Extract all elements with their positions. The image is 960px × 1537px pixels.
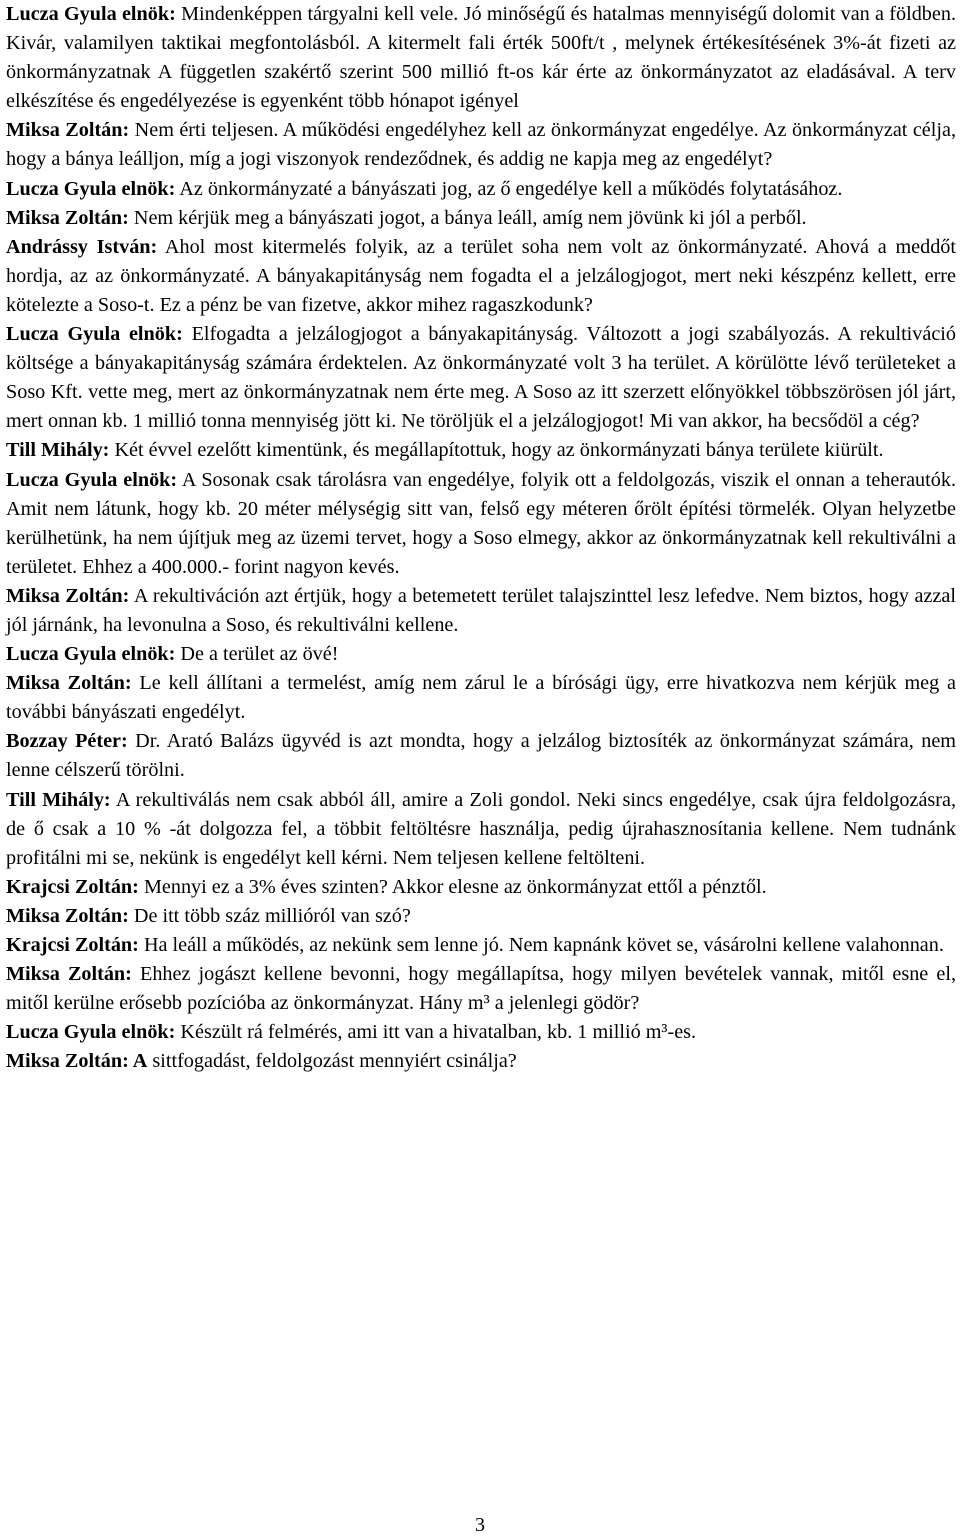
- paragraph: [6, 1018, 956, 1047]
- paragraph-text: Ehhez jogászt kellene bevonni, hogy megállapítsa, hogy milyen bevételek vannak, mitől esne el, mitől kerülne erősebb pozícióba az önkormányzat. Hány m³ a jelenlegi gödör?: [6, 963, 956, 1015]
- paragraph: [6, 582, 956, 640]
- speaker-name: Miksa Zoltán:: [6, 672, 132, 695]
- speaker-name: Till Mihály:: [6, 439, 110, 462]
- paragraph: [6, 233, 956, 320]
- paragraph-text: Elfogadta a jelzálogjogot a bányakapitányság. Változott a jogi szabályozás. A rekultiváció költsége a bányakapitányság számára érdektelen. Az önkormányzaté volt 3 ha terület. A körülötte lévő területeket a Soso Kft. vette meg, mert az önkormányzatnak nem érte meg. A Soso az itt szerzett előnyökkel többszörösen jól járt, mert onnan kb. 1 millió tonna mennyiség jött ki. Ne töröljük el a jelzálogjogot! Mi van akkor, ha becsődöl a cég?: [6, 323, 957, 433]
- paragraph: [6, 175, 956, 204]
- paragraph-text: Mennyi ez a 3% éves szinten? Akkor elesne az önkormányzat ettől a pénztől.: [138, 875, 767, 898]
- paragraph: [6, 1047, 956, 1076]
- paragraph-text: Dr. Arató Balázs ügyvéd is azt mondta, hogy a jelzálog biztosíték az önkormányzat számára, nem lenne célszerű törölni.: [6, 730, 956, 782]
- paragraph-text: Készült rá felmérés, ami itt van a hivatalban, kb. 1 millió m³-es.: [175, 1021, 697, 1044]
- paragraph-text: Ha leáll a működés, az nekünk sem lenne jó. Nem kapnánk követ se, vásárolni kellene valahonnan.: [138, 934, 944, 956]
- speaker-name: Miksa Zoltán: A: [6, 1050, 148, 1073]
- speaker-name: Lucza Gyula elnök:: [6, 3, 176, 25]
- speaker-name: Lucza Gyula elnök:: [6, 1021, 176, 1044]
- paragraph: [6, 466, 956, 582]
- paragraph-text: Mindenképpen tárgyalni kell vele. Jó minőségű és hatalmas mennyiségű dolomit van a földben. Kivár, valamilyen taktikai megfontolásból. A kitermelt fali érték 500ft/t , melynek értékesítésének 3%-át fizeti az önkormányzatnak A független szakértő szerint 500 millió ft-os kár érte az önkormányzatot az eladásával. A terv elkészítése és engedélyezése is egyenként több hónapot igényel: [6, 3, 956, 113]
- paragraph-text: A Sosonak csak tárolásra van engedélye, folyik ott a feldolgozás, viszik el onnan a teherautók. Amit nem látunk, hogy kb. 20 méter mélységig sitt van, felső egy méteren őrölt építési törmelék. Olyan helyzetbe kerülhetünk, ha nem újítjuk meg az üzemi tervet, hogy a Soso elmegy, akkor az önkormányzatnak kell rekultiválni a területet. Ehhez a 400.000.- forint nagyon kevés.: [6, 468, 956, 578]
- page-number: 3: [475, 1514, 485, 1536]
- paragraph-text: Két évvel ezelőtt kimentünk, és megállapítottuk, hogy az önkormányzati bánya területe kiürült.: [109, 439, 884, 462]
- paragraph-text: sittfogadást, feldolgozást mennyiért csinálja?: [147, 1050, 517, 1073]
- paragraph: [6, 960, 956, 1018]
- paragraph: [6, 873, 956, 902]
- paragraph-text: Ahol most kitermelés folyik, az a terület soha nem volt az önkormányzaté. Ahová a meddőt hordja, az az önkormányzaté. A bányakapitányság nem fogadta el a jelzálogjogot, mert neki készpénz kellett, erre kötelezte a Soso-t. Ez a pénz be van fizetve, akkor mihez ragaszkodunk?: [6, 235, 956, 316]
- paragraph: [6, 640, 956, 669]
- paragraph: [6, 786, 956, 873]
- paragraph-text: De itt több száz millióról van szó?: [128, 904, 411, 927]
- paragraph-text: Az önkormányzaté a bányászati jog, az ő engedélye kell a működés folytatásához.: [175, 177, 843, 200]
- paragraph: [6, 320, 956, 436]
- speaker-name: Bozzay Péter:: [6, 730, 128, 753]
- paragraph-text: A rekultiváción azt értjük, hogy a betemetett terület talajszinttel lesz lefedve. Nem biztos, hogy azzal jól járnánk, ha levonulna a Soso, és rekultiválni kellene.: [6, 584, 956, 636]
- paragraph: [6, 116, 956, 174]
- speaker-name: Miksa Zoltán:: [6, 584, 130, 607]
- speaker-name: Miksa Zoltán:: [6, 119, 130, 142]
- speaker-name: Miksa Zoltán:: [6, 904, 129, 927]
- paragraph-text: Le kell állítani a termelést, amíg nem zárul le a bírósági ügy, erre hivatkozva nem kérjük meg a további bányászati engedélyt.: [6, 672, 956, 724]
- speaker-name: Till Mihály:: [6, 788, 111, 811]
- paragraph-text: A rekultiválás nem csak abból áll, amire a Zoli gondol. Neki sincs engedélye, csak újra feldolgozásra, de ő csak a 10 % -át dolgozza fel, a többit feltöltésre használja, pedig újrahasznosítania kellene. Nem tudnánk profitálni mi se, nekünk is engedélyt kell kérni. Nem teljesen kellene feltölteni.: [6, 788, 957, 869]
- paragraph: [6, 931, 956, 960]
- speaker-name: Andrássy István:: [6, 235, 158, 258]
- paragraph: [6, 0, 956, 116]
- speaker-name: Krajcsi Zoltán:: [6, 875, 139, 898]
- speaker-name: Miksa Zoltán:: [6, 963, 132, 986]
- paragraph-text: Nem érti teljesen. A működési engedélyhez kell az önkormányzat engedélye. Az önkormányzat célja, hogy a bánya leálljon, míg a jogi viszonyok rendeződnek, és addig ne kapja meg az engedélyt?: [6, 119, 956, 171]
- paragraph-text: De a terület az övé!: [175, 643, 339, 666]
- speaker-name: Lucza Gyula elnök:: [6, 177, 176, 200]
- speaker-name: Lucza Gyula elnök:: [6, 323, 183, 346]
- paragraph: [6, 727, 956, 785]
- paragraph: [6, 669, 956, 727]
- paragraph: [6, 204, 956, 233]
- paragraph: [6, 902, 956, 931]
- speaker-name: Krajcsi Zoltán:: [6, 934, 139, 956]
- speaker-name: Lucza Gyula elnök:: [6, 643, 176, 666]
- speaker-name: Miksa Zoltán:: [6, 206, 129, 229]
- paragraph-text: Nem kérjük meg a bányászati jogot, a bánya leáll, amíg nem jövünk ki jól a perből.: [128, 206, 807, 229]
- document-body: [6, 0, 956, 1076]
- paragraph: [6, 436, 956, 465]
- speaker-name: Lucza Gyula elnök:: [6, 468, 178, 491]
